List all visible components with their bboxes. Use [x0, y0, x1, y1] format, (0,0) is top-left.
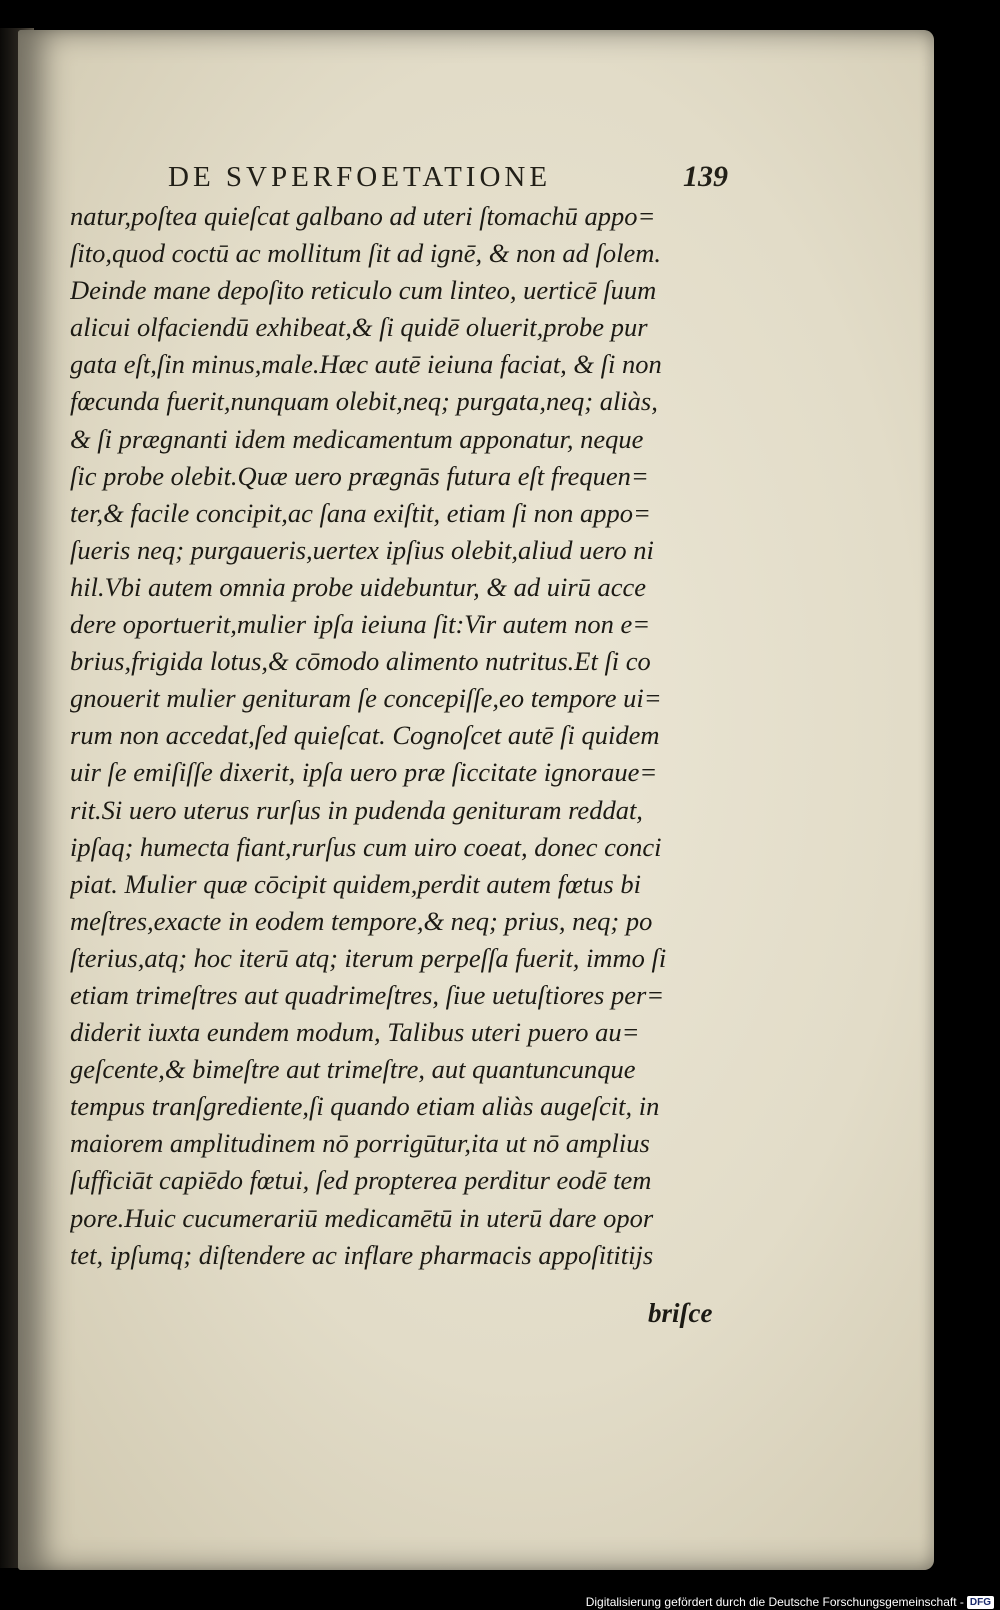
text-line: maiorem amplitudinem nō porrigūtur,ita ut nō amplius	[70, 1128, 650, 1159]
text-line: gata eſt,ſin minus,male.Hæc autē ieiuna faciat, & ſi non	[70, 349, 662, 380]
text-line: hil.Vbi autem omnia probe uidebuntur, & ad uirū acce	[70, 571, 647, 602]
text-line: meſtres,exacte in eodem tempore,& neq; prius, neq; po	[70, 905, 653, 936]
text-line: alicui olfaciendū exhibeat,& ſi quidē oluerit,probe pur	[70, 312, 648, 343]
text-line: Deinde mane depoſito reticulo cum linteo, uerticē ſuum	[70, 275, 657, 306]
text-line: piat. Mulier quæ cōcipit quidem,perdit autem fœtus bi	[70, 868, 641, 899]
text-line: ſito,quod coctū ac mollitum ſit ad ignē, & non ad ſolem.	[70, 238, 662, 269]
page-number: 139	[683, 160, 728, 193]
running-header	[168, 160, 728, 194]
running-title: DE SVPERFOETATIONE	[168, 161, 552, 193]
text-line: ſterius,atq; hoc iterū atq; iterum perpeſſa fuerit, immo ſi	[70, 942, 667, 973]
text-line: pore.Huic cucumerariū medicamētū in uterū dare opor	[70, 1202, 654, 1233]
catchword: briſce	[648, 1298, 713, 1328]
text-line: gnouerit mulier genituram ſe concepiſſe,eo tempore ui=	[70, 683, 662, 714]
text-line: ſueris neq; purgaueris,uertex ipſius olebit,aliud uero ni	[70, 534, 654, 565]
text-line: dere oportuerit,mulier ipſa ieiuna ſit:Vir autem non e=	[70, 609, 651, 640]
text-line: ipſaq; humecta fiant,rurſus cum uiro coeat, donec conci	[70, 831, 662, 862]
text-line: ter,& facile concipit,ac ſana exiſtit, etiam ſi non appo=	[70, 497, 651, 528]
credit-text: Digitalisierung gefördert durch die Deutsche Forschungsgemeinschaft -	[585, 1595, 964, 1609]
text-line: tempus tranſgrediente,ſi quando etiam aliàs augeſcit, in	[70, 1091, 660, 1122]
dfg-logo: DFG	[967, 1596, 994, 1609]
text-line: geſcente,& bimeſtre aut trimeſtre, aut quantuncunque	[70, 1054, 636, 1085]
text-line: diderit iuxta eundem modum, Talibus uteri puero au=	[70, 1017, 640, 1048]
text-line: fœcunda fuerit,nunquam olebit,neq; purgata,neq; aliàs,	[70, 386, 658, 417]
text-line: rum non accedat,ſed quieſcat. Cognoſcet autē ſi quidem	[70, 720, 660, 751]
text-line: tet, ipſumq; diſtendere ac inflare pharmacis appoſititijs	[70, 1239, 654, 1270]
text-line: rit.Si uero uterus rurſus in pudenda genituram reddat,	[70, 794, 643, 825]
book-page	[18, 30, 934, 1570]
text-line: uir ſe emiſiſſe dixerit, ipſa uero præ ſiccitate ignoraue=	[70, 757, 658, 788]
text-line: natur,poſtea quieſcat galbano ad uteri ſtomachū appo=	[70, 201, 656, 231]
text-line: brius,frigida lotus,& cōmodo alimento nutritus.Et ſi co	[70, 646, 651, 677]
text-line: ſufficiāt capiēdo fœtui, ſed propterea perditur eodē tem	[70, 1165, 652, 1196]
text-line: ſic probe olebit.Quæ uero prægnās futura eſt frequen=	[70, 460, 649, 491]
body-text	[70, 198, 730, 1274]
digitization-credit	[586, 1595, 994, 1609]
text-line: & ſi prægnanti idem medicamentum apponatur, neque	[70, 423, 644, 454]
text-line: etiam trimeſtres aut quadrimeſtres, ſiue uetuſtiores per=	[70, 979, 665, 1010]
